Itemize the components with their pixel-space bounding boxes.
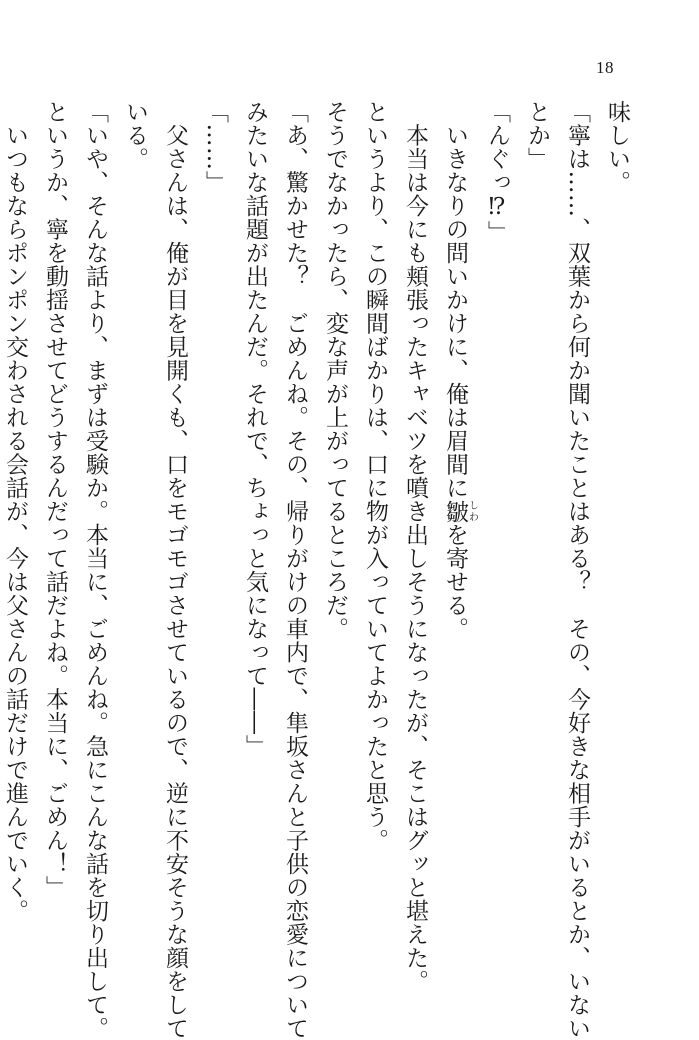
text-line-4: 「んぐっ⁉」	[484, 100, 510, 244]
text-line-5-with-ruby: いきなりの問いかけに、俺は眉間に皺しわを寄せる。	[442, 100, 478, 641]
text-line-6: 本当は今にも頬張ったキャベツを噴き出しそうになったが、そこはグッと堪えた。	[402, 100, 428, 993]
text-line-15: というか、寧を動揺させてどうするんだって話だよね。本当に、ごめん！」	[42, 100, 68, 899]
text-line-1: 味しい。	[604, 100, 630, 194]
text-line-13: いる。	[122, 100, 148, 171]
page-number: 18	[596, 58, 614, 77]
text-line-8: そうでなかったら、変な声が上がってるところだ。	[322, 100, 348, 641]
text-line-14: 「いや、そんな話より、まずは受験か。本当に、ごめんね。急にこんな話を切り出して。	[82, 100, 108, 1040]
text-line-2: 「寧は……、双葉から何か聞いたことはある？ その、今好きな相手がいるとか、いない	[564, 100, 590, 1040]
ruby-reading: しわ	[466, 499, 478, 523]
text-line-11: 「……」	[202, 100, 228, 194]
text-line-12: 父さんは、俺が目を見開くも、口をモゴモゴさせているので、逆に不安そうな顔をして	[162, 100, 188, 1040]
text-line-3: とか」	[524, 100, 550, 171]
text-line-10: みたいな話題が出たんだ。それで、ちょっと気になって――」	[242, 100, 268, 758]
text-line-9: 「あ、驚かせた？ ごめんね。その、帰りがけの車内で、隼坂さんと子供の恋愛について	[282, 100, 308, 1040]
text-line-16: いつもならポンポン交わされる会話が、今は父さんの話だけで進んでいく。	[2, 100, 28, 923]
ruby-annotation: 皺しわ	[442, 499, 478, 523]
text-line-7: というより、この瞬間ばかりは、口に物が入っていてよかったと思う。	[362, 100, 388, 852]
novel-text-block	[2, 100, 637, 1040]
